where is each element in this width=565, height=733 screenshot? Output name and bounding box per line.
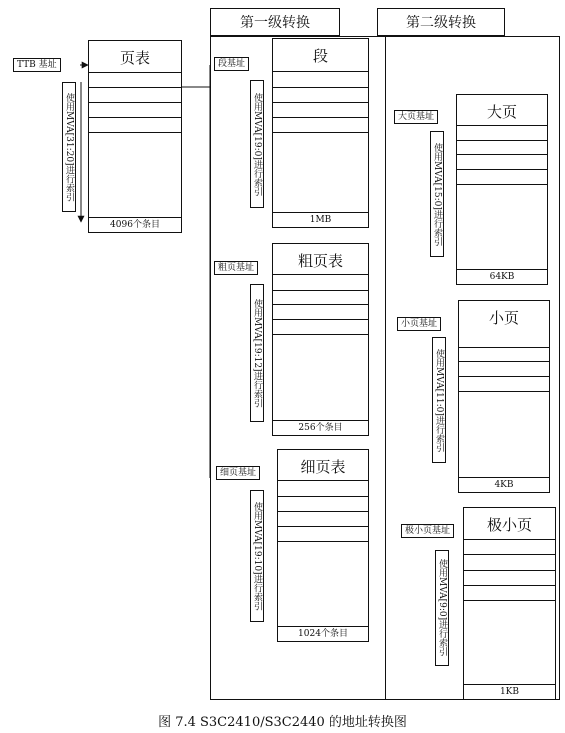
level1-header: 第一级转换 bbox=[210, 8, 340, 36]
level2-header: 第二级转换 bbox=[377, 8, 505, 36]
section-table bbox=[272, 38, 369, 228]
tiny-title: 极小页 bbox=[486, 516, 532, 534]
figure-caption: 图 7.4 S3C2410/S3C2440 的地址转换图 bbox=[158, 715, 407, 730]
large-base-label: 大页基址 bbox=[394, 110, 438, 124]
ttb-base-label: TTB 基址 bbox=[13, 58, 61, 72]
fine-index-label: 使用MVA[19:10]进行索引 bbox=[250, 490, 264, 622]
coarse-page-table bbox=[272, 243, 369, 436]
small-index-label: 使用MVA[11:0]进行索引 bbox=[432, 337, 446, 463]
coarse-entries: 256个条目 bbox=[273, 420, 368, 435]
page-table-entries: 4096个条目 bbox=[89, 217, 181, 232]
large-title: 大页 bbox=[486, 103, 517, 121]
coarse-index-label: 使用MVA[19:12]进行索引 bbox=[250, 284, 264, 422]
page-table-title: 页表 bbox=[119, 49, 150, 67]
coarse-title: 粗页表 bbox=[297, 252, 343, 270]
section-index-label: 使用MVA[19:0]进行索引 bbox=[250, 80, 264, 208]
tiny-base-label: 极小页基址 bbox=[401, 524, 454, 538]
large-size: 64KB bbox=[457, 269, 547, 284]
fine-title: 细页表 bbox=[300, 458, 346, 476]
small-title: 小页 bbox=[488, 309, 519, 327]
page-table bbox=[88, 40, 182, 233]
fine-entries: 1024个条目 bbox=[278, 626, 368, 641]
fine-base-label: 细页基址 bbox=[216, 466, 260, 480]
tiny-page bbox=[463, 507, 556, 700]
section-title: 段 bbox=[312, 47, 328, 65]
fine-page-table bbox=[277, 449, 369, 642]
section-base-label: 段基址 bbox=[214, 57, 249, 71]
section-size: 1MB bbox=[273, 212, 368, 227]
small-size: 4KB bbox=[459, 477, 549, 492]
small-page bbox=[458, 300, 550, 493]
small-base-label: 小页基址 bbox=[397, 317, 441, 331]
ttb-index-label: 使用MVA[31:20]进行索引 bbox=[62, 82, 76, 212]
tiny-index-label: 使用MVA[9:0]进行索引 bbox=[435, 550, 449, 666]
tiny-size: 1KB bbox=[464, 684, 555, 699]
coarse-base-label: 粗页基址 bbox=[214, 261, 258, 275]
large-page bbox=[456, 94, 548, 285]
large-index-label: 使用MVA[15:0]进行索引 bbox=[430, 131, 444, 257]
